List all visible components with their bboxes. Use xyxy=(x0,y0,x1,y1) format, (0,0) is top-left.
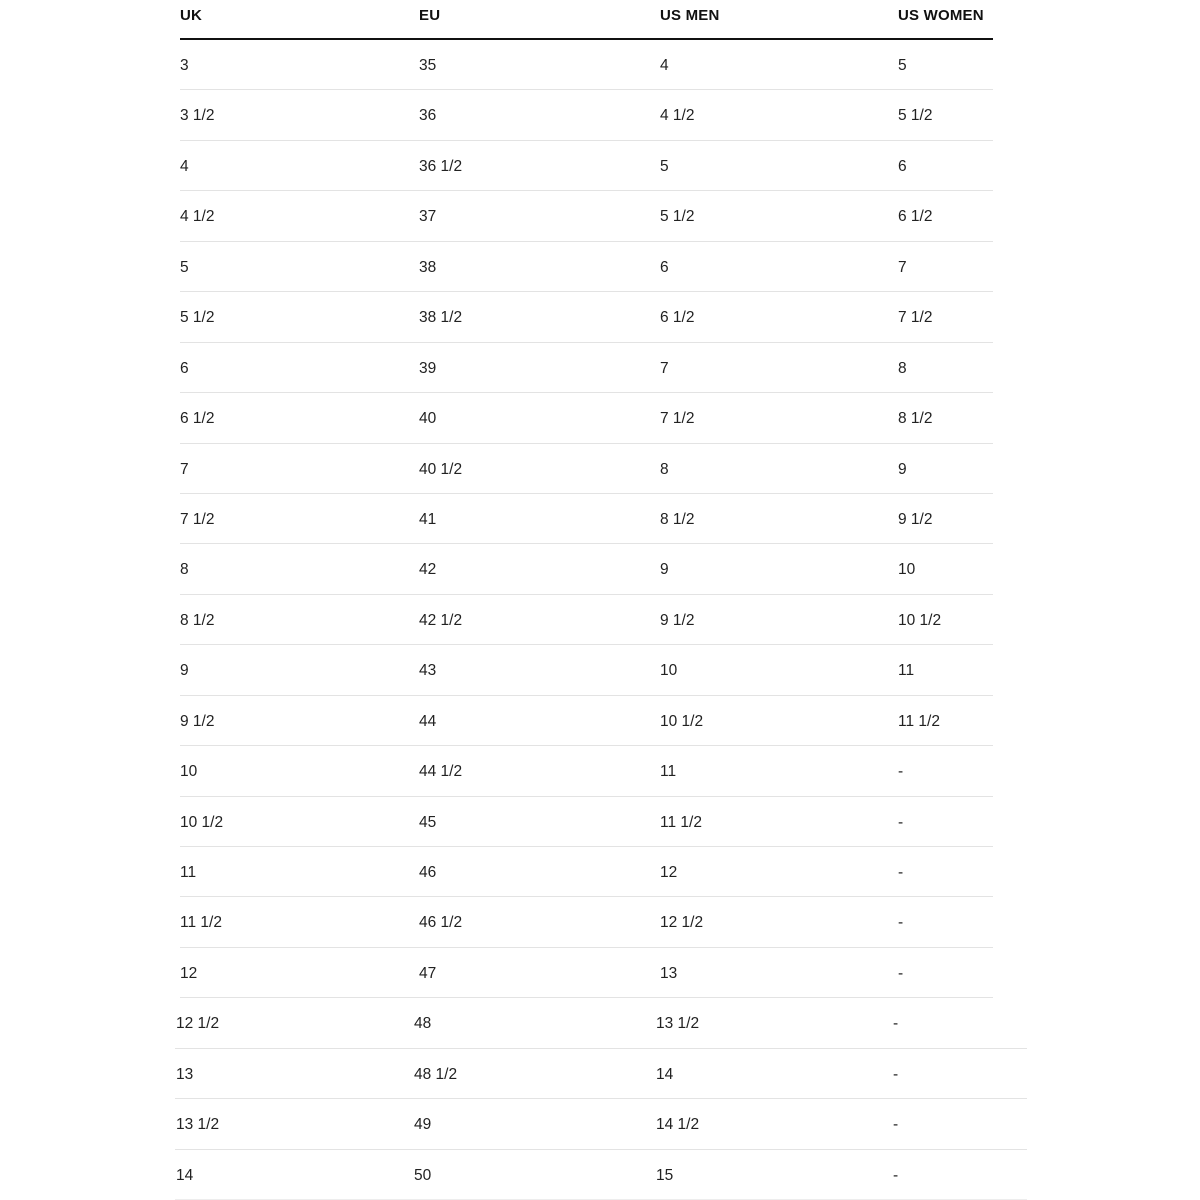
table-row xyxy=(0,242,1200,292)
table-row xyxy=(0,746,1200,796)
table-row xyxy=(0,998,1200,1048)
cell-us-men: 4 xyxy=(660,57,669,74)
cell-uk: 11 1/2 xyxy=(180,914,222,932)
cell-eu: 47 xyxy=(419,964,437,982)
cell-us-men: 11 1/2 xyxy=(660,813,702,831)
cell-us-men: 13 xyxy=(660,964,678,982)
header-uk: UK xyxy=(180,7,203,24)
cell-us-men: 13 1/2 xyxy=(656,1015,700,1033)
cell-us-women: 6 1/2 xyxy=(898,208,933,226)
cell-us-men: 12 xyxy=(660,864,678,881)
cell-eu: 50 xyxy=(414,1166,432,1184)
table-row xyxy=(0,494,1200,544)
table-row xyxy=(0,645,1200,695)
cell-eu: 39 xyxy=(419,359,437,377)
cell-eu: 36 1/2 xyxy=(419,157,463,175)
cell-us-men: 5 1/2 xyxy=(660,208,695,226)
cell-us-men: 6 1/2 xyxy=(660,309,695,327)
cell-uk: 3 1/2 xyxy=(180,107,215,125)
cell-us-men: 14 xyxy=(656,1065,674,1083)
cell-uk: 3 xyxy=(180,57,189,74)
header-us-women: US WOMEN xyxy=(898,7,984,24)
cell-uk: 9 xyxy=(180,662,189,680)
header-us-men: US MEN xyxy=(660,7,720,24)
table-row xyxy=(0,948,1200,998)
table-row xyxy=(0,1049,1200,1099)
cell-eu: 43 xyxy=(419,662,437,680)
cell-eu: 41 xyxy=(419,510,437,528)
cell-us-women: - xyxy=(898,914,904,932)
cell-us-women: - xyxy=(898,964,904,982)
cell-us-men: 10 xyxy=(660,662,678,680)
table-row xyxy=(0,292,1200,342)
table-row xyxy=(0,696,1200,746)
cell-uk: 13 xyxy=(176,1065,194,1083)
cell-uk: 10 xyxy=(180,763,198,781)
cell-us-women: - xyxy=(893,1015,899,1033)
cell-eu: 42 1/2 xyxy=(419,611,463,629)
cell-us-men: 10 1/2 xyxy=(660,712,704,730)
table-row xyxy=(0,40,1200,90)
table-row xyxy=(0,847,1200,897)
table-row xyxy=(0,797,1200,847)
cell-us-women: 5 xyxy=(898,57,907,74)
cell-uk: 6 1/2 xyxy=(180,410,215,428)
header-eu: EU xyxy=(419,7,441,24)
cell-uk: 14 xyxy=(176,1166,194,1184)
cell-us-women: - xyxy=(898,864,904,881)
cell-us-men: 7 xyxy=(660,359,669,377)
cell-us-women: 8 xyxy=(898,359,907,377)
cell-us-women: 9 1/2 xyxy=(898,510,933,528)
cell-us-men: 4 1/2 xyxy=(660,107,695,125)
table-body xyxy=(0,40,1200,1200)
cell-eu: 37 xyxy=(419,208,437,226)
table-row xyxy=(0,393,1200,443)
table-row xyxy=(0,191,1200,241)
cell-us-men: 12 1/2 xyxy=(660,914,704,932)
cell-us-women: 11 1/2 xyxy=(898,712,940,730)
cell-eu: 42 xyxy=(419,561,437,579)
cell-uk: 5 xyxy=(180,258,189,276)
cell-us-women: - xyxy=(893,1065,899,1083)
cell-us-women: 11 xyxy=(898,662,915,680)
cell-eu: 35 xyxy=(419,57,437,74)
cell-uk: 7 xyxy=(180,460,189,478)
cell-uk: 8 1/2 xyxy=(180,611,215,629)
table-row xyxy=(0,544,1200,594)
cell-us-women: 5 1/2 xyxy=(898,107,933,125)
cell-eu: 44 xyxy=(419,712,437,730)
table-row xyxy=(0,897,1200,947)
cell-eu: 40 xyxy=(419,410,437,428)
cell-us-men: 5 xyxy=(660,157,669,175)
cell-eu: 49 xyxy=(414,1116,432,1134)
cell-us-women: - xyxy=(893,1116,899,1134)
table-row xyxy=(0,343,1200,393)
cell-us-men: 14 1/2 xyxy=(656,1116,700,1134)
cell-us-women: 7 xyxy=(898,258,907,276)
cell-eu: 40 1/2 xyxy=(419,460,463,478)
table-row xyxy=(0,444,1200,494)
cell-uk: 4 1/2 xyxy=(180,208,215,226)
table-row xyxy=(0,1099,1200,1149)
cell-us-men: 11 xyxy=(660,763,677,781)
cell-uk: 10 1/2 xyxy=(180,813,224,831)
cell-us-women: - xyxy=(898,813,904,831)
cell-uk: 5 1/2 xyxy=(180,309,215,327)
cell-us-men: 6 xyxy=(660,258,669,276)
cell-us-women: 7 1/2 xyxy=(898,309,933,327)
cell-uk: 4 xyxy=(180,157,189,175)
cell-eu: 48 1/2 xyxy=(414,1065,458,1083)
cell-eu: 38 1/2 xyxy=(419,309,463,327)
cell-us-men: 8 xyxy=(660,460,669,478)
cell-eu: 46 1/2 xyxy=(419,914,463,932)
cell-uk: 12 1/2 xyxy=(176,1015,220,1033)
cell-eu: 38 xyxy=(419,258,437,276)
cell-eu: 46 xyxy=(419,864,437,881)
cell-eu: 48 xyxy=(414,1015,432,1033)
cell-us-women: - xyxy=(893,1166,899,1184)
table-row xyxy=(0,90,1200,140)
cell-eu: 36 xyxy=(419,107,437,125)
table-row xyxy=(0,595,1200,645)
cell-us-women: 10 1/2 xyxy=(898,611,942,629)
cell-uk: 6 xyxy=(180,359,189,377)
cell-us-women: 9 xyxy=(898,460,907,478)
cell-us-men: 9 1/2 xyxy=(660,611,695,629)
cell-us-men: 9 xyxy=(660,561,669,579)
table-header xyxy=(180,0,993,40)
cell-us-women: 8 1/2 xyxy=(898,410,933,428)
cell-uk: 11 xyxy=(180,864,197,881)
cell-us-men: 7 1/2 xyxy=(660,410,695,428)
cell-eu: 44 1/2 xyxy=(419,763,463,781)
table-row xyxy=(0,1150,1200,1200)
cell-uk: 7 1/2 xyxy=(180,510,215,528)
cell-us-women: - xyxy=(898,763,904,781)
table-row xyxy=(0,141,1200,191)
cell-uk: 13 1/2 xyxy=(176,1116,220,1134)
cell-uk: 9 1/2 xyxy=(180,712,215,730)
cell-us-women: 6 xyxy=(898,157,907,175)
cell-uk: 8 xyxy=(180,561,189,579)
cell-us-men: 8 1/2 xyxy=(660,510,695,528)
cell-uk: 12 xyxy=(180,964,198,982)
cell-us-men: 15 xyxy=(656,1166,674,1184)
cell-us-women: 10 xyxy=(898,561,916,579)
cell-eu: 45 xyxy=(419,813,437,831)
